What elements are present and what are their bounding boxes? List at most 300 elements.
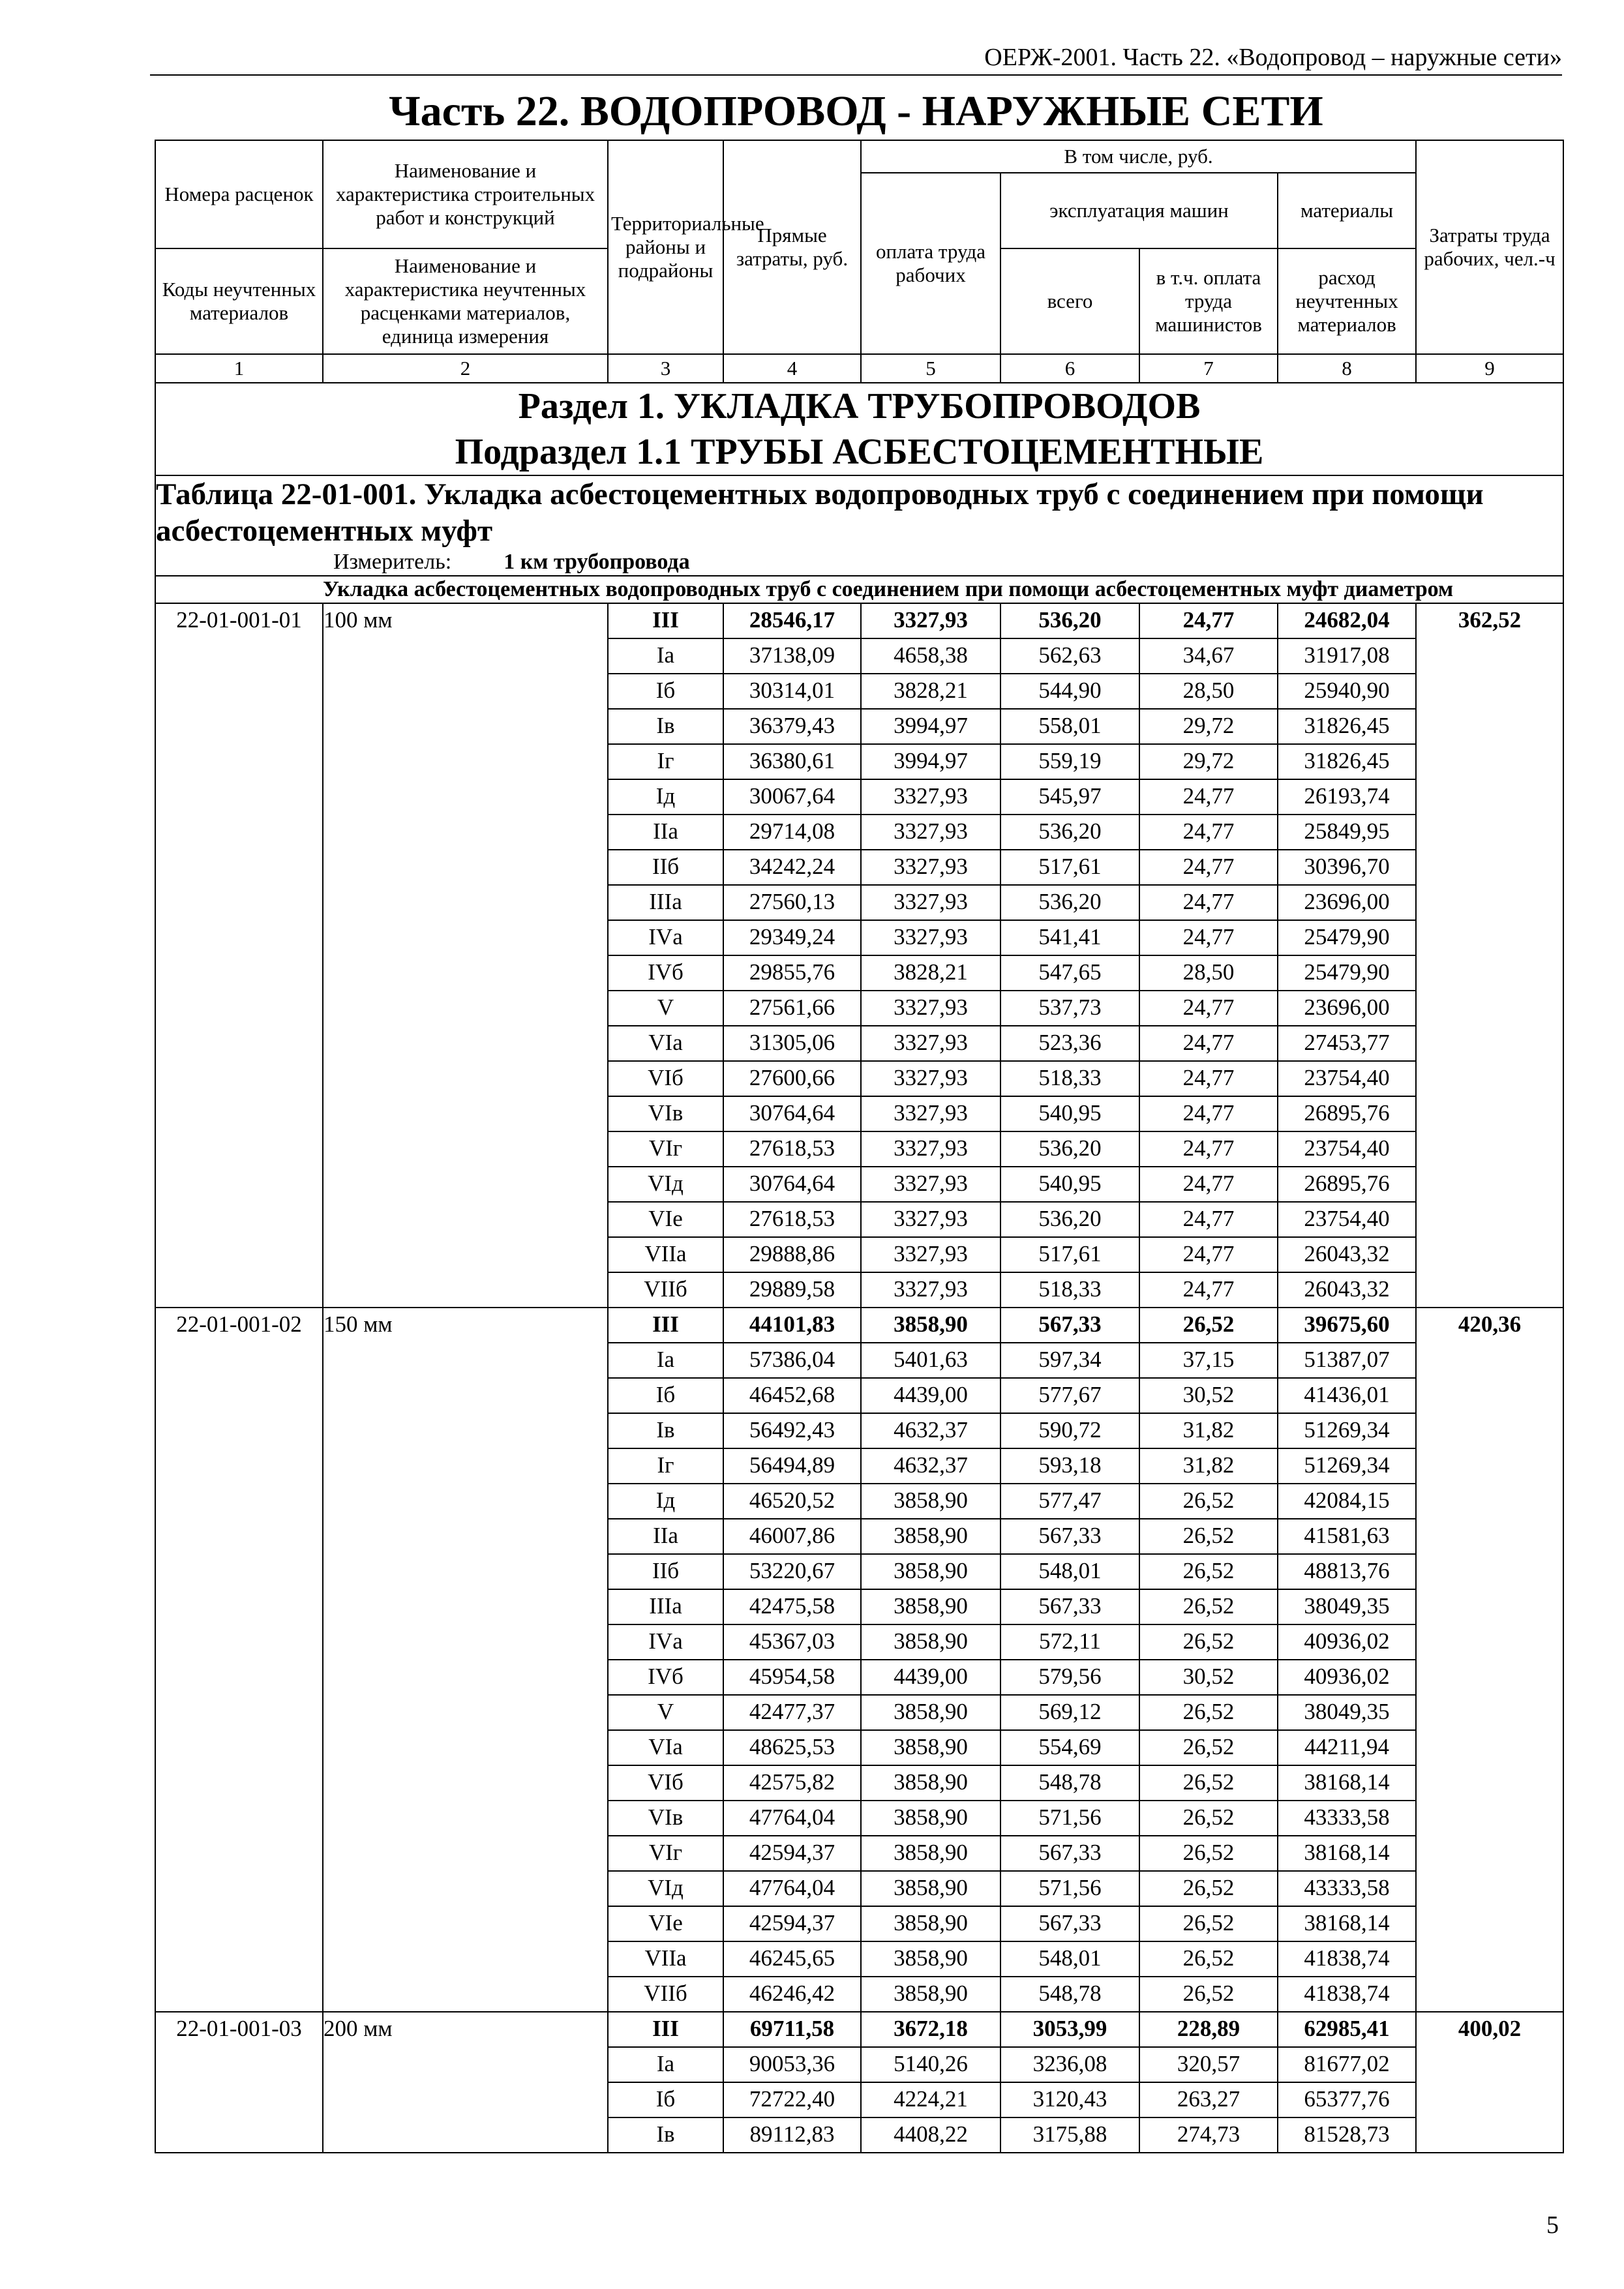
cell-materials: 38049,35 <box>1278 1589 1416 1624</box>
column-number: 2 <box>323 354 608 383</box>
cell-materials: 41581,63 <box>1278 1519 1416 1554</box>
cell-territory: VIб <box>608 1061 723 1096</box>
cell-wages: 4632,37 <box>861 1413 1000 1448</box>
cell-materials: 25849,95 <box>1278 815 1416 850</box>
cell-machinist-wages: 26,52 <box>1139 1484 1278 1519</box>
cell-materials: 39675,60 <box>1278 1308 1416 1343</box>
cell-direct-costs: 42594,37 <box>723 1906 861 1941</box>
cell-machines-total: 554,69 <box>1000 1730 1139 1765</box>
cell-materials: 62985,41 <box>1278 2012 1416 2047</box>
cell-wages: 3327,93 <box>861 815 1000 850</box>
cell-territory: IVб <box>608 1660 723 1695</box>
cell-wages: 3858,90 <box>861 1871 1000 1906</box>
table-row <box>155 2012 1563 2047</box>
cell-materials: 38168,14 <box>1278 1765 1416 1801</box>
cell-machinist-wages: 26,52 <box>1139 1765 1278 1801</box>
cell-direct-costs: 28546,17 <box>723 603 861 638</box>
cell-machinist-wages: 29,72 <box>1139 709 1278 744</box>
header-col1-top: Номера расценок <box>155 140 323 248</box>
cell-wages: 3858,90 <box>861 1730 1000 1765</box>
cell-machines-total: 536,20 <box>1000 885 1139 920</box>
cell-materials: 23696,00 <box>1278 991 1416 1026</box>
cell-territory: V <box>608 1695 723 1730</box>
cell-territory: IIа <box>608 815 723 850</box>
cell-territory: IVб <box>608 955 723 991</box>
cell-wages: 4224,21 <box>861 2082 1000 2117</box>
cell-direct-costs: 90053,36 <box>723 2047 861 2082</box>
cell-machines-total: 517,61 <box>1000 1237 1139 1272</box>
cell-materials: 30396,70 <box>1278 850 1416 885</box>
rate-code: 22-01-001-01 <box>155 603 323 1308</box>
cell-machinist-wages: 26,52 <box>1139 1519 1278 1554</box>
cell-direct-costs: 46246,42 <box>723 1977 861 2012</box>
cell-direct-costs: 36379,43 <box>723 709 861 744</box>
cell-wages: 3327,93 <box>861 1026 1000 1061</box>
cell-territory: VIв <box>608 1096 723 1131</box>
cell-machinist-wages: 28,50 <box>1139 674 1278 709</box>
cell-machinist-wages: 30,52 <box>1139 1660 1278 1695</box>
cell-machinist-wages: 26,52 <box>1139 1730 1278 1765</box>
cell-territory: IIб <box>608 1554 723 1589</box>
header-col4: Прямые затраты, руб. <box>723 140 861 354</box>
cell-direct-costs: 72722,40 <box>723 2082 861 2117</box>
cell-machinist-wages: 26,52 <box>1139 1836 1278 1871</box>
cell-machines-total: 544,90 <box>1000 674 1139 709</box>
cell-wages: 3858,90 <box>861 1941 1000 1977</box>
cell-territory: VIв <box>608 1801 723 1836</box>
cell-machines-total: 579,56 <box>1000 1660 1139 1695</box>
cell-materials: 25479,90 <box>1278 920 1416 955</box>
cell-territory: Iа <box>608 638 723 674</box>
cell-territory: VIг <box>608 1131 723 1167</box>
cell-territory: IIа <box>608 1519 723 1554</box>
cell-materials: 43333,58 <box>1278 1801 1416 1836</box>
header-machines: эксплуатация машин <box>1000 173 1278 248</box>
cell-machinist-wages: 228,89 <box>1139 2012 1278 2047</box>
cell-materials: 31826,45 <box>1278 709 1416 744</box>
cell-wages: 3327,93 <box>861 1167 1000 1202</box>
cell-wages: 3994,97 <box>861 744 1000 779</box>
cell-machines-total: 567,33 <box>1000 1906 1139 1941</box>
cell-machines-total: 571,56 <box>1000 1871 1139 1906</box>
header-machines-wages: в т.ч. оплата труда машинистов <box>1139 248 1278 354</box>
cell-wages: 4632,37 <box>861 1448 1000 1484</box>
cell-machinist-wages: 24,77 <box>1139 1202 1278 1237</box>
cell-wages: 3858,90 <box>861 1554 1000 1589</box>
cell-machinist-wages: 26,52 <box>1139 1977 1278 2012</box>
table-row <box>155 1308 1563 1343</box>
cell-direct-costs: 46520,52 <box>723 1484 861 1519</box>
cell-direct-costs: 56494,89 <box>723 1448 861 1484</box>
cell-wages: 3672,18 <box>861 2012 1000 2047</box>
cell-machinist-wages: 24,77 <box>1139 1167 1278 1202</box>
rate-code: 22-01-001-02 <box>155 1308 323 2012</box>
cell-direct-costs: 47764,04 <box>723 1871 861 1906</box>
cell-territory: Iг <box>608 744 723 779</box>
cell-direct-costs: 27618,53 <box>723 1202 861 1237</box>
cell-machines-total: 540,95 <box>1000 1167 1139 1202</box>
cell-wages: 3828,21 <box>861 955 1000 991</box>
cell-materials: 23754,40 <box>1278 1131 1416 1167</box>
cell-machinist-wages: 24,77 <box>1139 779 1278 815</box>
cell-territory: VIг <box>608 1836 723 1871</box>
cell-direct-costs: 42475,58 <box>723 1589 861 1624</box>
cell-territory: IVа <box>608 920 723 955</box>
cell-materials: 26193,74 <box>1278 779 1416 815</box>
cell-machinist-wages: 24,77 <box>1139 1061 1278 1096</box>
cell-machines-total: 536,20 <box>1000 1202 1139 1237</box>
cell-machinist-wages: 24,77 <box>1139 815 1278 850</box>
cell-territory: VIб <box>608 1765 723 1801</box>
cell-machines-total: 548,01 <box>1000 1941 1139 1977</box>
cell-materials: 23754,40 <box>1278 1061 1416 1096</box>
section-title: Раздел 1. УКЛАДКА ТРУБОПРОВОДОВ <box>518 386 1201 426</box>
cell-direct-costs: 37138,09 <box>723 638 861 674</box>
work-name: 100 мм <box>323 603 608 1308</box>
cell-machines-total: 548,01 <box>1000 1554 1139 1589</box>
cell-wages: 3858,90 <box>861 1589 1000 1624</box>
cell-machines-total: 3236,08 <box>1000 2047 1139 2082</box>
cell-materials: 42084,15 <box>1278 1484 1416 1519</box>
cell-wages: 3858,90 <box>861 1308 1000 1343</box>
cell-wages: 3327,93 <box>861 1202 1000 1237</box>
cell-territory: Iб <box>608 1378 723 1413</box>
cell-territory: IIб <box>608 850 723 885</box>
cell-materials: 51387,07 <box>1278 1343 1416 1378</box>
cell-territory: IVа <box>608 1624 723 1660</box>
cell-territory: Iа <box>608 2047 723 2082</box>
cell-territory: VIIа <box>608 1237 723 1272</box>
cell-materials: 40936,02 <box>1278 1660 1416 1695</box>
cell-machinist-wages: 24,77 <box>1139 1272 1278 1308</box>
cell-materials: 23696,00 <box>1278 885 1416 920</box>
cell-wages: 5140,26 <box>861 2047 1000 2082</box>
cell-machinist-wages: 24,77 <box>1139 1131 1278 1167</box>
cell-machines-total: 536,20 <box>1000 603 1139 638</box>
cell-machinist-wages: 24,77 <box>1139 991 1278 1026</box>
cell-territory: VIIб <box>608 1272 723 1308</box>
cell-machinist-wages: 30,52 <box>1139 1378 1278 1413</box>
cell-materials: 38168,14 <box>1278 1836 1416 1871</box>
cell-direct-costs: 45367,03 <box>723 1624 861 1660</box>
section-heading <box>155 383 1563 475</box>
cell-direct-costs: 48625,53 <box>723 1730 861 1765</box>
cell-territory: Iв <box>608 2117 723 2153</box>
cell-wages: 3327,93 <box>861 603 1000 638</box>
cell-machinist-wages: 24,77 <box>1139 1096 1278 1131</box>
cell-materials: 43333,58 <box>1278 1871 1416 1906</box>
cell-materials: 23754,40 <box>1278 1202 1416 1237</box>
cell-machinist-wages: 26,52 <box>1139 1871 1278 1906</box>
cell-direct-costs: 27600,66 <box>723 1061 861 1096</box>
cell-wages: 4408,22 <box>861 2117 1000 2153</box>
cell-machinist-wages: 26,52 <box>1139 1589 1278 1624</box>
cell-territory: VIIб <box>608 1977 723 2012</box>
part-title: Часть 22. ВОДОПРОВОД - НАРУЖНЫЕ СЕТИ <box>389 87 1323 135</box>
cell-machines-total: 536,20 <box>1000 1131 1139 1167</box>
cell-materials: 24682,04 <box>1278 603 1416 638</box>
cell-materials: 81677,02 <box>1278 2047 1416 2082</box>
cell-territory: III <box>608 2012 723 2047</box>
cell-direct-costs: 36380,61 <box>723 744 861 779</box>
cell-direct-costs: 29349,24 <box>723 920 861 955</box>
column-number: 5 <box>861 354 1000 383</box>
cell-direct-costs: 46245,65 <box>723 1941 861 1977</box>
cell-direct-costs: 47764,04 <box>723 1801 861 1836</box>
work-name: 200 мм <box>323 2012 608 2153</box>
cell-machinist-wages: 26,52 <box>1139 1624 1278 1660</box>
cell-territory: IIIа <box>608 885 723 920</box>
cell-direct-costs: 29714,08 <box>723 815 861 850</box>
cell-materials: 27453,77 <box>1278 1026 1416 1061</box>
cell-materials: 48813,76 <box>1278 1554 1416 1589</box>
cell-direct-costs: 30764,64 <box>723 1167 861 1202</box>
cell-territory: VIа <box>608 1730 723 1765</box>
cell-machines-total: 590,72 <box>1000 1413 1139 1448</box>
rate-code: 22-01-001-03 <box>155 2012 323 2153</box>
cell-wages: 3858,90 <box>861 1906 1000 1941</box>
cell-direct-costs: 42575,82 <box>723 1765 861 1801</box>
cell-machines-total: 3053,99 <box>1000 2012 1139 2047</box>
cell-territory: Iв <box>608 709 723 744</box>
table-title-block <box>155 475 1563 576</box>
cell-machinist-wages: 29,72 <box>1139 744 1278 779</box>
cell-wages: 5401,63 <box>861 1343 1000 1378</box>
cell-machinist-wages: 31,82 <box>1139 1448 1278 1484</box>
cell-materials: 38168,14 <box>1278 1906 1416 1941</box>
cell-machines-total: 517,61 <box>1000 850 1139 885</box>
cell-materials: 25940,90 <box>1278 674 1416 709</box>
column-number: 6 <box>1000 354 1139 383</box>
cell-materials: 41838,74 <box>1278 1941 1416 1977</box>
cell-wages: 3327,93 <box>861 1131 1000 1167</box>
cell-direct-costs: 56492,43 <box>723 1413 861 1448</box>
cell-machinist-wages: 263,27 <box>1139 2082 1278 2117</box>
cell-direct-costs: 89112,83 <box>723 2117 861 2153</box>
cell-wages: 3858,90 <box>861 1836 1000 1871</box>
cell-machinist-wages: 26,52 <box>1139 1801 1278 1836</box>
cell-materials: 44211,94 <box>1278 1730 1416 1765</box>
cell-materials: 41436,01 <box>1278 1378 1416 1413</box>
work-description: Укладка асбестоцементных водопроводных труб с соединением при помощи асбестоцементных муфт диаметром <box>323 576 1563 603</box>
cell-wages: 3327,93 <box>861 1061 1000 1096</box>
cell-machines-total: 537,73 <box>1000 991 1139 1026</box>
cell-machines-total: 547,65 <box>1000 955 1139 991</box>
cell-wages: 3858,90 <box>861 1519 1000 1554</box>
cell-wages: 3327,93 <box>861 850 1000 885</box>
cell-wages: 3858,90 <box>861 1977 1000 2012</box>
cell-machines-total: 593,18 <box>1000 1448 1139 1484</box>
cell-wages: 3327,93 <box>861 920 1000 955</box>
section-subtitle: Подраздел 1.1 ТРУБЫ АСБЕСТОЦЕМЕНТНЫЕ <box>455 432 1264 472</box>
labor-cost: 362,52 <box>1416 603 1563 1308</box>
rates-table <box>155 140 1564 2153</box>
cell-machines-total: 597,34 <box>1000 1343 1139 1378</box>
cell-machinist-wages: 34,67 <box>1139 638 1278 674</box>
labor-cost: 400,02 <box>1416 2012 1563 2153</box>
cell-wages: 3327,93 <box>861 1272 1000 1308</box>
page-number: 5 <box>1546 2211 1559 2239</box>
header-machines-total: всего <box>1000 248 1139 354</box>
cell-materials: 38049,35 <box>1278 1695 1416 1730</box>
cell-wages: 3858,90 <box>861 1695 1000 1730</box>
cell-materials: 26043,32 <box>1278 1237 1416 1272</box>
cell-territory: III <box>608 1308 723 1343</box>
cell-machinist-wages: 320,57 <box>1139 2047 1278 2082</box>
cell-machines-total: 559,19 <box>1000 744 1139 779</box>
table-title: Таблица 22-01-001. Укладка асбестоцементных водопроводных труб с соединением при помощи асбестоцементных муфт <box>156 477 1484 548</box>
cell-wages: 4658,38 <box>861 638 1000 674</box>
cell-materials: 51269,34 <box>1278 1413 1416 1448</box>
cell-direct-costs: 46007,86 <box>723 1519 861 1554</box>
running-header: ОЕРЖ-2001. Часть 22. «Водопровод – наружные сети» <box>984 44 1562 71</box>
cell-machines-total: 567,33 <box>1000 1519 1139 1554</box>
cell-wages: 3994,97 <box>861 709 1000 744</box>
cell-materials: 81528,73 <box>1278 2117 1416 2153</box>
cell-materials: 40936,02 <box>1278 1624 1416 1660</box>
cell-materials: 51269,34 <box>1278 1448 1416 1484</box>
cell-machinist-wages: 26,52 <box>1139 1906 1278 1941</box>
cell-machines-total: 540,95 <box>1000 1096 1139 1131</box>
header-col2-bottom: Наименование и характеристика неучтенных расценками материалов, единица измерения <box>323 248 608 354</box>
cell-machinist-wages: 24,77 <box>1139 1237 1278 1272</box>
cell-wages: 3828,21 <box>861 674 1000 709</box>
header-materials: материалы <box>1278 173 1416 248</box>
cell-direct-costs: 31305,06 <box>723 1026 861 1061</box>
cell-machinist-wages: 24,77 <box>1139 1026 1278 1061</box>
cell-territory: Iг <box>608 1448 723 1484</box>
cell-wages: 3327,93 <box>861 779 1000 815</box>
cell-direct-costs: 53220,67 <box>723 1554 861 1589</box>
cell-machines-total: 558,01 <box>1000 709 1139 744</box>
cell-machines-total: 523,36 <box>1000 1026 1139 1061</box>
cell-direct-costs: 69711,58 <box>723 2012 861 2047</box>
cell-territory: Iа <box>608 1343 723 1378</box>
cell-territory: III <box>608 603 723 638</box>
cell-machines-total: 548,78 <box>1000 1765 1139 1801</box>
measure-line <box>156 549 1563 575</box>
cell-territory: VIе <box>608 1906 723 1941</box>
header-in-total: В том числе, руб. <box>861 140 1416 173</box>
cell-direct-costs: 42477,37 <box>723 1695 861 1730</box>
cell-direct-costs: 46452,68 <box>723 1378 861 1413</box>
cell-machinist-wages: 24,77 <box>1139 920 1278 955</box>
cell-machinist-wages: 24,77 <box>1139 885 1278 920</box>
cell-machinist-wages: 24,77 <box>1139 603 1278 638</box>
cell-machinist-wages: 274,73 <box>1139 2117 1278 2153</box>
cell-machines-total: 572,11 <box>1000 1624 1139 1660</box>
header-materials-unaccounted: расход неучтенных материалов <box>1278 248 1416 354</box>
header-wages: оплата труда рабочих <box>861 173 1000 354</box>
header-col3: Территориальные районы и подрайоны <box>608 140 723 354</box>
cell-direct-costs: 30314,01 <box>723 674 861 709</box>
cell-machines-total: 541,41 <box>1000 920 1139 955</box>
cell-machines-total: 569,12 <box>1000 1695 1139 1730</box>
cell-machines-total: 545,97 <box>1000 779 1139 815</box>
cell-materials: 31826,45 <box>1278 744 1416 779</box>
cell-materials: 26043,32 <box>1278 1272 1416 1308</box>
cell-machines-total: 567,33 <box>1000 1308 1139 1343</box>
cell-materials: 41838,74 <box>1278 1977 1416 2012</box>
cell-machines-total: 536,20 <box>1000 815 1139 850</box>
subheader-spacer <box>155 576 323 603</box>
cell-machines-total: 577,67 <box>1000 1378 1139 1413</box>
cell-territory: IIIа <box>608 1589 723 1624</box>
cell-machines-total: 518,33 <box>1000 1272 1139 1308</box>
column-numbers-row <box>155 354 1563 383</box>
cell-direct-costs: 34242,24 <box>723 850 861 885</box>
cell-territory: Iд <box>608 779 723 815</box>
cell-materials: 31917,08 <box>1278 638 1416 674</box>
cell-machinist-wages: 37,15 <box>1139 1343 1278 1378</box>
column-number: 7 <box>1139 354 1278 383</box>
cell-machines-total: 548,78 <box>1000 1977 1139 2012</box>
cell-territory: VIд <box>608 1871 723 1906</box>
cell-direct-costs: 29889,58 <box>723 1272 861 1308</box>
cell-territory: Iд <box>608 1484 723 1519</box>
column-number: 3 <box>608 354 723 383</box>
cell-machines-total: 567,33 <box>1000 1589 1139 1624</box>
cell-wages: 3327,93 <box>861 1237 1000 1272</box>
cell-direct-costs: 29888,86 <box>723 1237 861 1272</box>
cell-territory: Iб <box>608 2082 723 2117</box>
cell-direct-costs: 27561,66 <box>723 991 861 1026</box>
header-col2-top: Наименование и характеристика строительных работ и конструкций <box>323 140 608 248</box>
cell-territory: V <box>608 991 723 1026</box>
cell-machines-total: 567,33 <box>1000 1836 1139 1871</box>
table-row <box>155 603 1563 638</box>
header-col1-bottom: Коды неучтенных материалов <box>155 248 323 354</box>
cell-machinist-wages: 28,50 <box>1139 955 1278 991</box>
cell-machines-total: 3120,43 <box>1000 2082 1139 2117</box>
cell-direct-costs: 44101,83 <box>723 1308 861 1343</box>
cell-wages: 3327,93 <box>861 885 1000 920</box>
cell-wages: 3858,90 <box>861 1765 1000 1801</box>
cell-wages: 4439,00 <box>861 1660 1000 1695</box>
cell-wages: 3327,93 <box>861 991 1000 1026</box>
column-number: 1 <box>155 354 323 383</box>
cell-machinist-wages: 24,77 <box>1139 850 1278 885</box>
cell-territory: Iб <box>608 674 723 709</box>
cell-machinist-wages: 26,52 <box>1139 1941 1278 1977</box>
cell-direct-costs: 45954,58 <box>723 1660 861 1695</box>
cell-wages: 3858,90 <box>861 1624 1000 1660</box>
cell-materials: 26895,76 <box>1278 1096 1416 1131</box>
cell-machines-total: 577,47 <box>1000 1484 1139 1519</box>
cell-territory: VIе <box>608 1202 723 1237</box>
cell-direct-costs: 42594,37 <box>723 1836 861 1871</box>
header-labor: Затраты труда рабочих, чел.-ч <box>1416 140 1563 354</box>
cell-direct-costs: 57386,04 <box>723 1343 861 1378</box>
cell-direct-costs: 27560,13 <box>723 885 861 920</box>
cell-wages: 3327,93 <box>861 1096 1000 1131</box>
cell-direct-costs: 30764,64 <box>723 1096 861 1131</box>
header-rule <box>150 74 1562 76</box>
cell-wages: 3858,90 <box>861 1801 1000 1836</box>
measure-value: 1 км трубопровода <box>504 550 690 574</box>
cell-direct-costs: 27618,53 <box>723 1131 861 1167</box>
work-name: 150 мм <box>323 1308 608 2012</box>
cell-territory: Iв <box>608 1413 723 1448</box>
cell-territory: VIа <box>608 1026 723 1061</box>
cell-wages: 3858,90 <box>861 1484 1000 1519</box>
measure-label: Измеритель: <box>333 550 452 574</box>
cell-direct-costs: 30067,64 <box>723 779 861 815</box>
cell-machines-total: 562,63 <box>1000 638 1139 674</box>
cell-machines-total: 571,56 <box>1000 1801 1139 1836</box>
cell-machinist-wages: 31,82 <box>1139 1413 1278 1448</box>
cell-machines-total: 3175,88 <box>1000 2117 1139 2153</box>
